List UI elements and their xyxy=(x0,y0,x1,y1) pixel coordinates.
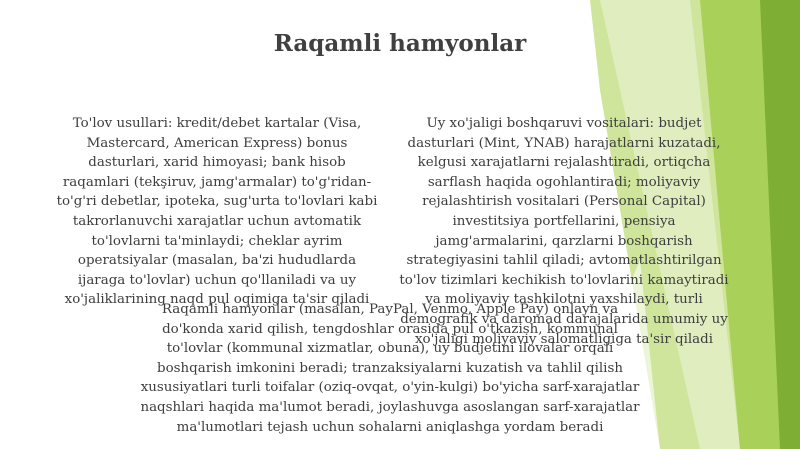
left-text-block: To'lov usullari: kredit/debet kartalar (Visa, Mastercard, American Express) bonus dasturlari, xarid himoyasi; bank hisob raqamlari (tekşiruv, jamg'armalar) to'g'ridan-to'g'ri debetlar, ipoteka, sug'urta to'lovlari kabi takrorlanuvchi xarajatlar uchun avtomatik to'lovlarni ta'minlaydi; cheklar ayrim operatsiyalar (masalan, ba'zi hududlarda ijaraga to'lovlar) uchun qo'llaniladi va uy xo'jaliklarining naqd pul oqimiga ta'sir qiladi xyxy=(56,116,378,308)
right-text-block: Uy xo'jaligi boshqaruvi vositalari: budjet dasturlari (Mint, YNAB) harajatlarni kuzatadi, kelgusi xarajatlarni rejalashtiradi, ortiqcha sarflash haqida ogohlantiradi; moliyaviy rejalashtirish vositalari (Personal Capital) investitsiya portfellarini, pensiya jamg'armalarini, qarzlarni boshqarish strategiyasini tahlil qiladi; avtomatlashtirilgan to'lov tizimlari kechikish to'lovlarini kamaytiradi va moliyaviy tashkilotni yaxshilaydi, turli demografik va daromad darajalarida umumiy uy xo'jaligi moliyaviy salomatligiga ta'sir qiladi xyxy=(399,116,729,347)
bottom-text-block: Raqamli hamyonlar (masalan, PayPal, Venmo, Apple Pay) onlayn va do'konda xarid qilish, tengdoshlar orasida pul o'tkazish, kommunal to'lovlar (kommunal xizmatlar, obuna), uy budjetini ilovalar orqali boshqarish imkonini beradi; tranzaksiyalarni kuzatish va tahlil qilish xususiyatlari turli toifalar (oziq-ovqat, o'yin-kulgi) bo'yicha sarf-xarajatlar naqshlari haqida ma'lumot beradi, joylashuvga asoslangan sarf-xarajatlar ma'lumotlari tejash uchun sohalarni aniqlashga yordam beradi xyxy=(140,302,640,435)
slide-title: Raqamli hamyonlar xyxy=(273,30,527,57)
